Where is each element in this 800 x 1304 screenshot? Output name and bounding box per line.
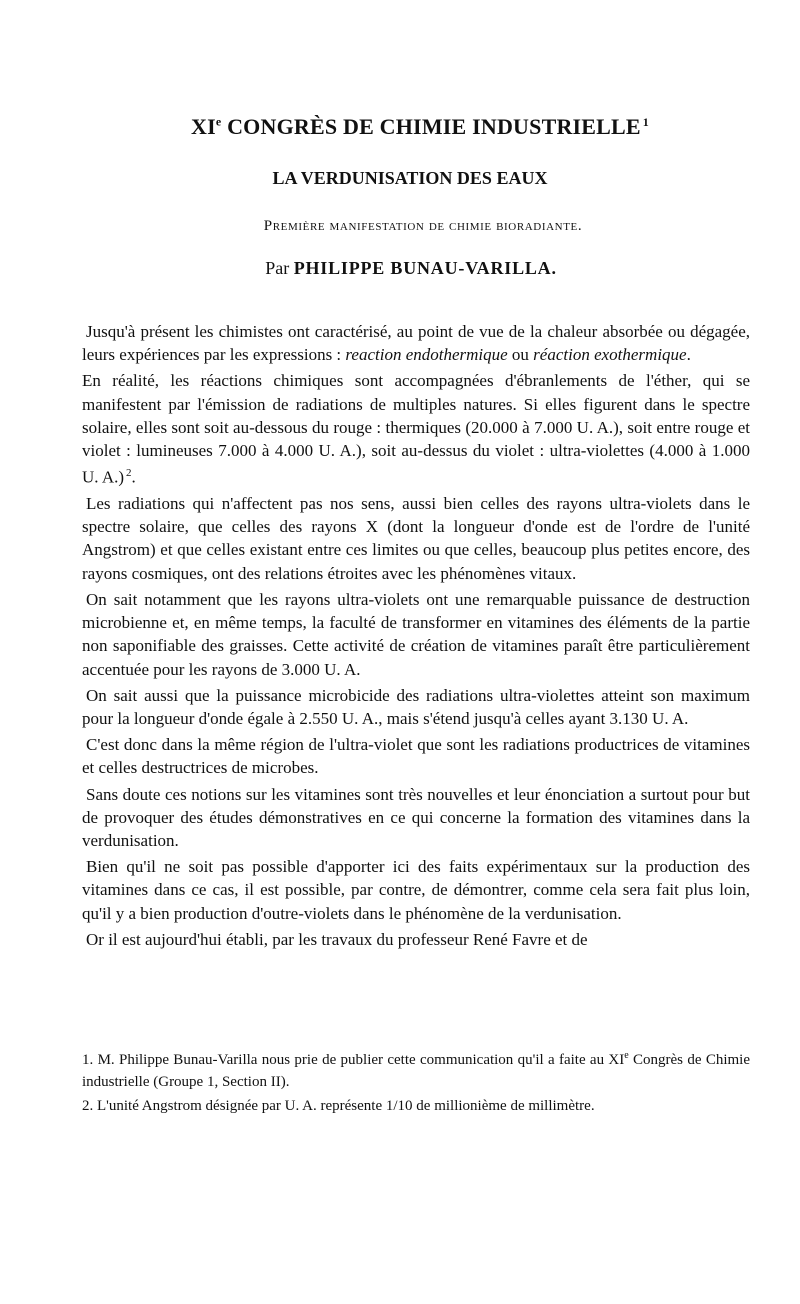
paragraph-2-end: . <box>131 467 136 487</box>
paragraph-1-italic-2: réaction exothermique <box>533 345 687 365</box>
footnotes <box>82 1045 750 1119</box>
paragraph-3: Les radiations qui n'affectent pas nos sens, aussi bien celles des rayons ultra-violets dans le spectre solaire, que celles des rayons X (dont la longueur d'onde est de l'ordre de l'unité Angstrom) et que celles existant entre ces limites ou que celles, beaucoup plus petites encore, des rayons cosmiques, ont des relations étroites avec les phénomènes vitaux. <box>82 494 750 583</box>
page-title <box>0 114 800 140</box>
title-footnote-ref: 1 <box>642 114 649 129</box>
paragraph-1-text: Jusqu'à présent les chimistes ont caractérisé, au point de vue de la chaleur absorbée ou dégagée, leurs expériences par les expressions : <box>82 322 750 365</box>
paragraph-7: Sans doute ces notions sur les vitamines sont très nouvelles et leur énonciation a surtout pour but de provoquer des études démonstratives en ce qui concerne la formation des vitamines dans la verdunisation. <box>82 784 750 850</box>
paragraph-6: C'est donc dans la même région de l'ultra-violet que sont les radiations productrices de vitamines et celles destructrices de microbes. <box>82 735 750 778</box>
title-main: CONGRÈS DE CHIMIE INDUSTRIELLE <box>227 114 641 139</box>
article-body <box>82 320 750 954</box>
paragraph-1 <box>82 320 750 366</box>
paragraph-4: On sait notamment que les rayons ultra-violets ont une remarquable puissance de destruction microbienne et, en même temps, la faculté de transformer en vitamines des éléments de la partie non saponifiable des graisses. Cette activité de création de vitamines paraît être particulièrement accentuée pour les rayons de 3.000 U. A. <box>82 589 750 679</box>
article-subsubtitle: Première manifestation de chimie bioradiante. <box>263 218 583 234</box>
paragraph-2-text: En réalité, les réactions chimiques sont accompagnées d'ébranlements de l'éther, qui se manifestent par l'émission de radiations de multiples natures. Si elles figurent dans le spectre solaire, elles sont soit au-dessous du rouge : thermiques (20.000 à 7.000 U. A.), soit entre rouge et violet : lumineuses 7.000 à 4.000 U. A.), soit au-dessus du violet : ultra-violettes (4.000 à 1.000 U. A.) <box>82 371 750 487</box>
paragraph-5: On sait aussi que la puissance microbicide des radiations ultra-violettes atteint son maximum pour la longueur d'onde égale à 2.550 U. A., mais s'étend jusqu'à celles ayant 3.130 U. A. <box>82 685 750 728</box>
paragraph-1-italic-1: reaction endothermique <box>345 345 508 365</box>
paragraph-1-text-2: ou <box>507 345 534 365</box>
paragraph-1-end: . <box>686 345 691 365</box>
author-line <box>0 258 800 279</box>
author-prefix: Par <box>265 258 290 278</box>
paragraph-2-footnote-ref: 2 <box>126 467 132 480</box>
footnote-1-superscript: e <box>624 1050 629 1061</box>
footnote-1-text: 1. M. Philippe Bunau-Varilla nous prie de publier cette communication qu'il a faite au XI <box>82 1052 625 1068</box>
paragraph-8: Bien qu'il ne soit pas possible d'apporter ici des faits expérimentaux sur la production des vitamines dans ce cas, il est possible, par contre, de démontrer, comme cela sera fait plus loin, qu'il y a bien production d'outre-violets dans le phénomène de la verdunisation. <box>82 857 750 923</box>
footnote-1-text-2: Congrès de Chimie industrielle (Groupe 1, Section II). <box>82 1052 750 1090</box>
article-subtitle: LA VERDUNISATION DES EAUX <box>272 168 548 188</box>
paragraph-2 <box>82 369 750 489</box>
title-prefix: XI <box>191 114 216 139</box>
title-superscript: e <box>215 114 222 129</box>
footnote-2: 2. L'unité Angstrom désignée par U. A. représente 1/10 de millionième de millimètre. <box>82 1098 595 1114</box>
paragraph-9: Or il est aujourd'hui établi, par les travaux du professeur René Favre et de <box>86 929 588 949</box>
author-name: PHILIPPE BUNAU-VARILLA. <box>293 258 557 278</box>
footnote-1 <box>82 1045 750 1093</box>
